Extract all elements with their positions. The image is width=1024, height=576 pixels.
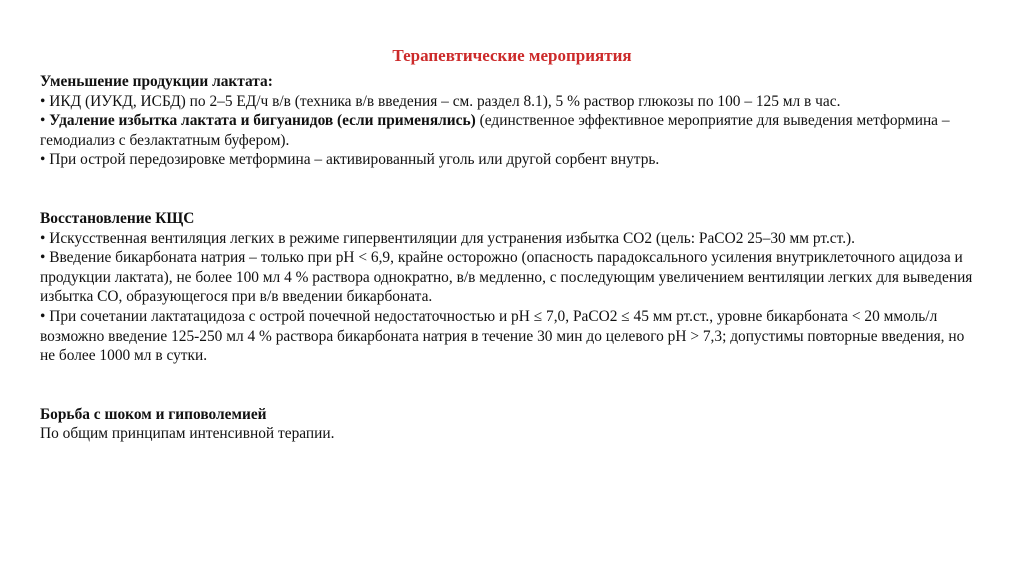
bullet-bicarbonate: • Введение бикарбоната натрия – только при pH < 6,9, крайне осторожно (опасность парадоксального усиления внутриклеточного ацидоза и продукции лактата), не более 100 мл 4 % раствора однократно, в/в медленно, с последующим увеличением вентиляции легких для выведения избытка СО, образующегося при в/в введении бикарбоната. [40,249,973,306]
section-shock [40,405,975,444]
section-heading-lactate: Уменьшение продукции лактата: [40,73,273,90]
section-heading-acid-base: Восстановление КЩС [40,209,195,227]
bullet-renal-failure: • При сочетании лактатацидоза с острой почечной недостаточностью и pH ≤ 7,0, PaCO2 ≤ 45 мм рт.ст., уровне бикарбоната < 20 ммоль/л возможно введение 125-250 мл 4 % раствора бикарбоната натрия в течение 30 мин до целевого pH > 7,3; допустимы повторные введения, но не более 1000 мл в сутки. [40,307,965,365]
bullet-ventilation: • Искусственная вентиляция легких в режиме гипервентиляции для устранения избытка СО2 (цель: PaCO2 25–30 мм рт.ст.). [40,229,856,247]
bullet-overdose: • При острой передозировке метформина – активированный уголь или другой сорбент внутрь. [40,151,660,169]
section-spacer [40,366,975,405]
bullet-insulin: • ИКД (ИУКД, ИСБД) по 2–5 ЕД/ч в/в (техника в/в введения – см. раздел 8.1), 5 % раствор глюкозы по 100 – 125 мл в час. [40,92,841,110]
bullet-removal-prefix: • [40,112,50,130]
page-title: Терапевтические мероприятия [392,46,632,65]
section-heading-shock: Борьба с шоком и гиповолемией [40,405,267,423]
shock-text: По общим принципам интенсивной терапии. [40,425,335,443]
bullet-removal-rest: (единственное эффективное мероприятие для выведения метформина – гемодиализ с безлактатным буфером). [40,112,950,149]
bullet-removal [40,111,975,150]
section-lactate-reduction [40,72,975,170]
section-spacer [40,170,975,209]
content-body [40,72,975,444]
section-acid-base [40,209,975,366]
bullet-removal-bold: Удаление избытка лактата и бигуанидов (если применялись) [49,112,476,130]
